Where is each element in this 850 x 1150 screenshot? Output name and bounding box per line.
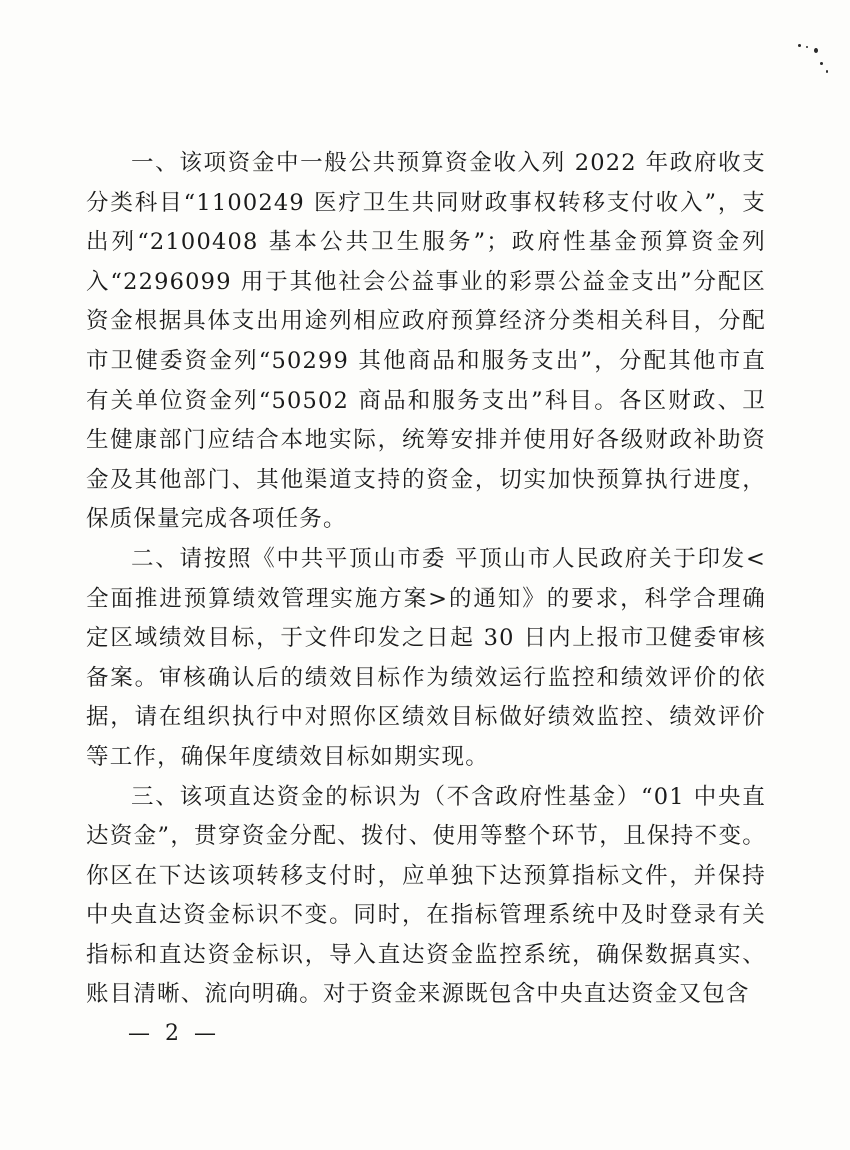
paragraph-2: 二、请按照《中共平顶山市委 平顶山市人民政府关于印发<全面推进预算绩效管理实施方案>的通知》的要求，科学合理确定区域绩效目标，于文件印发之日起 30 日内上报市卫健委审核备案。审核确认后的绩效目标作为绩效运行监控和绩效评价的依据，请在组织执行中对照你区绩效目标做好绩效监控、绩效评价等工作，确保年度绩效目标如期实现。 <box>86 545 766 770</box>
paragraph-1: 一、该项资金中一般公共预算资金收入列 2022 年政府收支分类科目“1100249 医疗卫生共同财政事权转移支付收入”，支出列“2100408 基本公共卫生服务”；政府性基金预算资金列入“2296099 用于其他社会公益事业的彩票公益金支出”分配区资金根据具体支出用途列相应政府预算经济分类相关科目，分配市卫健委资金列“50299 其他商品和服务支出”，分配其他市直有关单位资金列“50502 商品和服务支出”科目。各区财政、卫生健康部门应结合本地实际，统筹安排并使用好各级财政补助资金及其他部门、其他渠道支持的资金，切实加快预算执行进度，保质保量完成各项任务。 <box>86 150 766 533</box>
scan-artifact <box>792 40 832 80</box>
document-body <box>86 140 766 1015</box>
page-number: — 2 — <box>128 1021 220 1046</box>
paragraph-3: 三、该项直达资金的标识为（不含政府性基金）“01 中央直达资金”，贯穿资金分配、拨付、使用等整个环节，且保持不变。你区在下达该项转移支付时，应单独下达预算指标文件，并保持中央直达资金标识不变。同时，在指标管理系统中及时登录有关指标和直达资金标识，导入直达资金监控系统，确保数据真实、账目清晰、流向明确。对于资金来源既包含中央直达资金又包含 <box>86 783 766 1008</box>
